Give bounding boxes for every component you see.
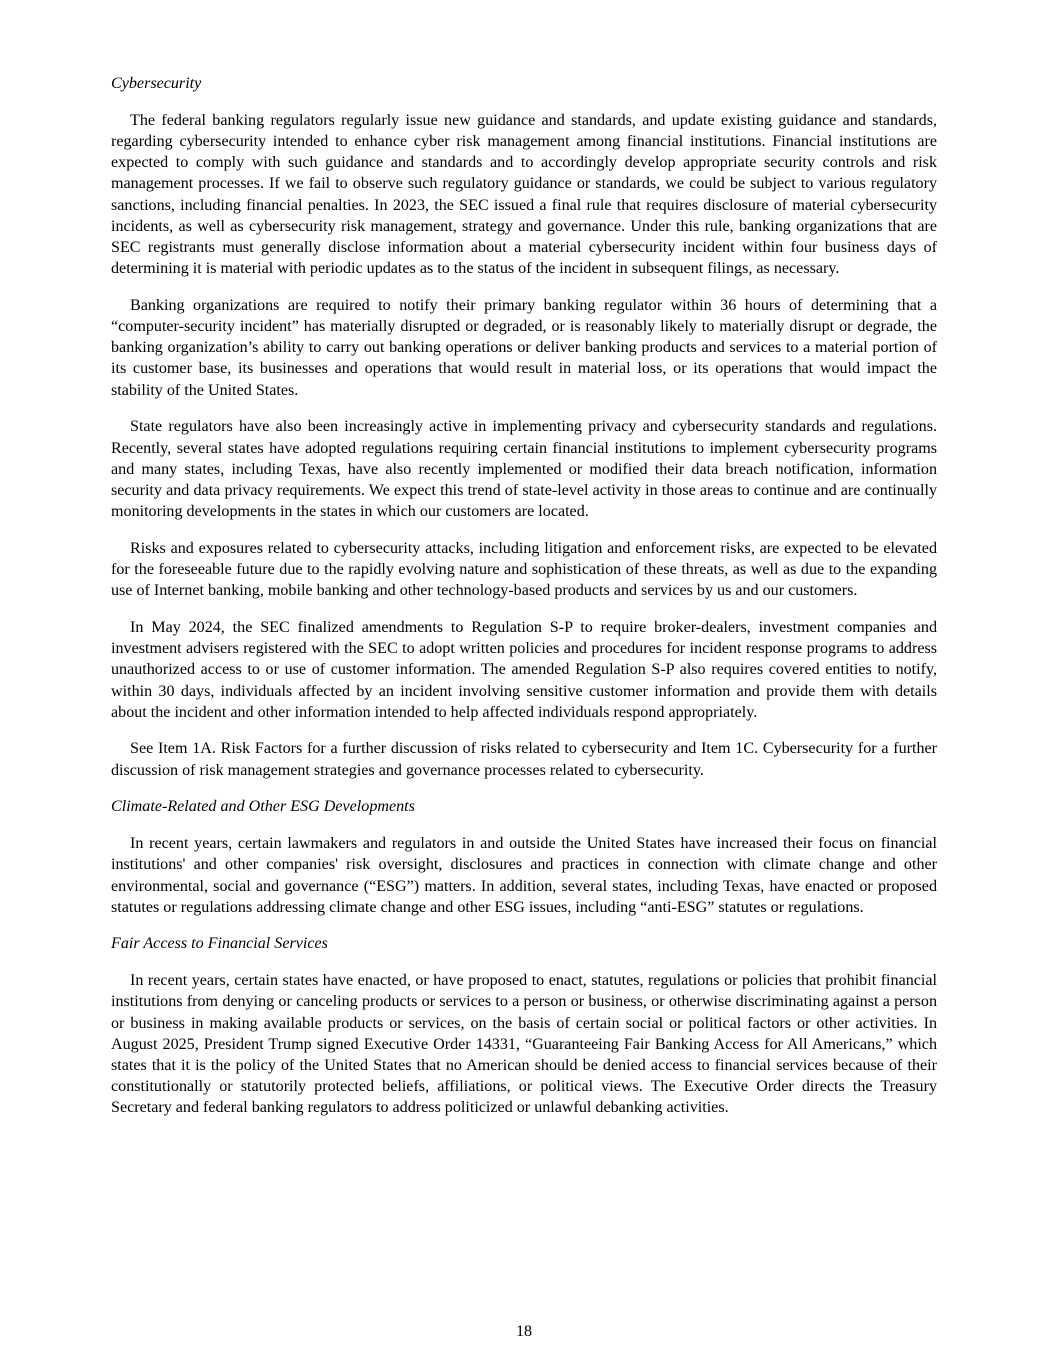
document-page	[111, 73, 937, 1134]
page-number: 18	[515, 1323, 533, 1340]
paragraph: In recent years, certain states have enacted, or have proposed to enact, statutes, regulations or policies that prohibit financial institutions from denying or canceling products or services to a person or business, or otherwise discriminating against a person or business in making available products or services, on the basis of certain social or political factors or other activities. In August 2025, President Trump signed Executive Order 14331, “Guaranteeing Fair Banking Access for All Americans,” which states that it is the policy of the United States that no American should be denied access to financial services because of their constitutionally or statutorily protected beliefs, affiliations, or political views. The Executive Order directs the Treasury Secretary and federal banking regulators to address politicized or unlawful debanking activities.	[111, 972, 937, 1117]
paragraph: In recent years, certain lawmakers and regulators in and outside the United States have increased their focus on financial institutions' and other companies' risk oversight, disclosures and practices in connection with climate change and other environmental, social and governance (“ESG”) matters. In addition, several states, including Texas, have enacted or proposed statutes or regulations addressing climate change and other ESG issues, including “anti-ESG” statutes or regulations.	[111, 835, 937, 916]
section-fair-access	[111, 933, 937, 1118]
section-cybersecurity	[111, 73, 937, 781]
paragraph: State regulators have also been increasingly active in implementing privacy and cybersecurity standards and regulations. Recently, several states have adopted regulations requiring certain financial institutions to implement cybersecurity programs and many states, including Texas, have also recently implemented or modified their data breach notification, information security and data privacy requirements. We expect this trend of state-level activity in those areas to continue and are continually monitoring developments in the states in which our customers are located.	[111, 418, 937, 521]
paragraph: Risks and exposures related to cybersecurity attacks, including litigation and enforcement risks, are expected to be elevated for the foreseeable future due to the rapidly evolving nature and sophistication of these threats, as well as due to the expanding use of Internet banking, mobile banking and other technology-based products and services by us and our customers.	[111, 539, 937, 600]
section-climate-esg	[111, 796, 937, 918]
section-heading: Cybersecurity	[111, 75, 202, 92]
paragraph: See Item 1A. Risk Factors for a further discussion of risks related to cybersecurity and Item 1C. Cybersecurity for a further discussion of risk management strategies and governance processes related to cybersecurity.	[111, 740, 937, 779]
section-heading: Fair Access to Financial Services	[111, 935, 328, 953]
paragraph: Banking organizations are required to notify their primary banking regulator within 36 hours of determining that a “computer-security incident” has materially disrupted or degraded, or is reasonably likely to materially disrupt or degrade, the banking organization’s ability to carry out banking operations or deliver banking products and services to a material portion of its customer base, its businesses and operations that would result in material loss, or its operations that would impact the stability of the United States.	[111, 296, 937, 399]
section-heading: Climate-Related and Other ESG Developments	[111, 798, 415, 816]
paragraph: In May 2024, the SEC finalized amendments to Regulation S-P to require broker-dealers, investment companies and investment advisers registered with the SEC to adopt written policies and procedures for incident response programs to address unauthorized access to or use of customer information. The amended Regulation S-P also requires covered entities to notify, within 30 days, individuals affected by an incident involving sensitive customer information and provide them with details about the incident and other information intended to help affected individuals respond appropriately.	[111, 618, 937, 721]
paragraph: The federal banking regulators regularly issue new guidance and standards, and update existing guidance and standards, regarding cybersecurity intended to enhance cyber risk management among financial institutions. Financial institutions are expected to comply with such guidance and standards and to accordingly develop appropriate security controls and risk management processes. If we fail to observe such regulatory guidance or standards, we could be subject to various regulatory sanctions, including financial penalties. In 2023, the SEC issued a final rule that requires disclosure of material cybersecurity incidents, as well as cybersecurity risk management, strategy and governance. Under this rule, banking organizations that are SEC registrants must generally disclose information about a material cybersecurity incident within four business days of determining it is material with periodic updates as to the status of the incident in subsequent filings, as necessary.	[111, 111, 937, 278]
